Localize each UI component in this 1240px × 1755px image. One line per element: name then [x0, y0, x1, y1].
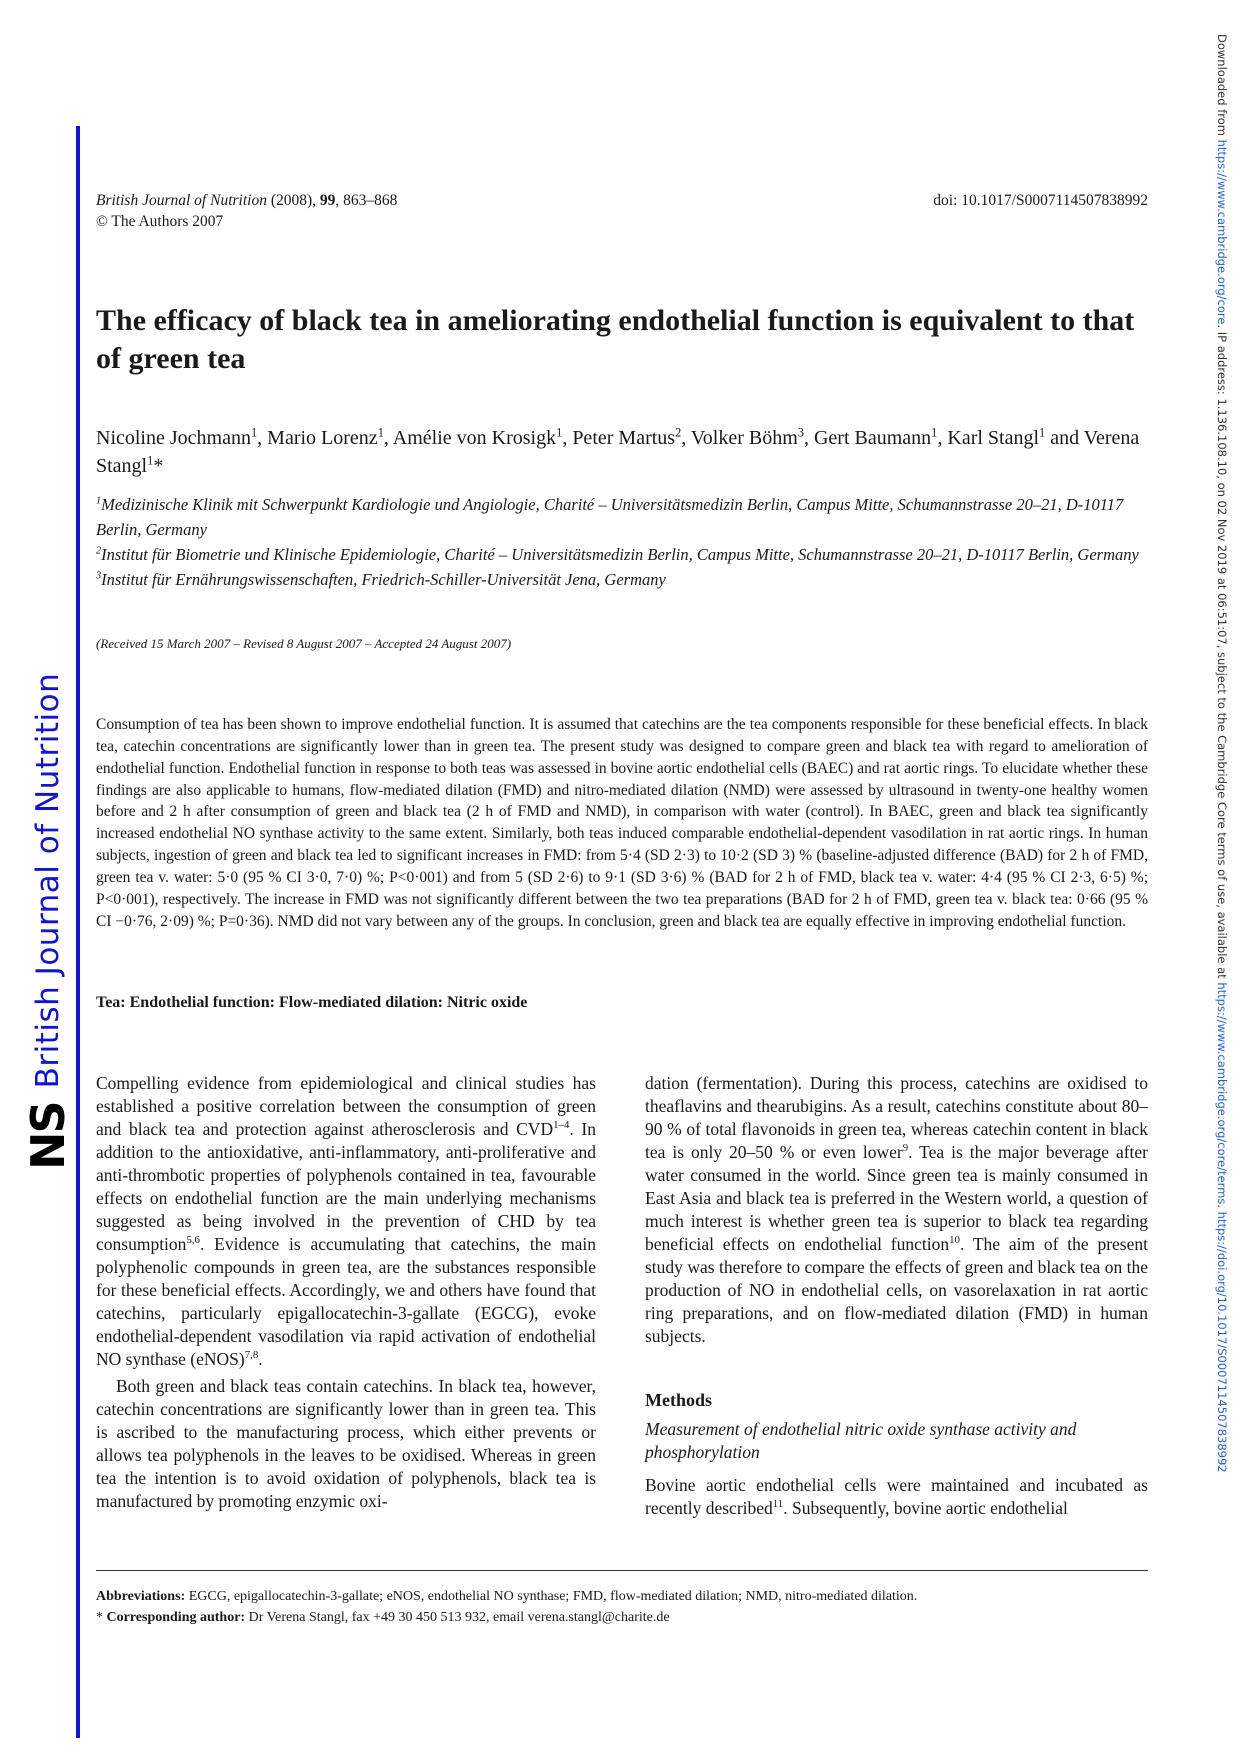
author-separator: ,: [383, 427, 393, 449]
author-affiliation-mark: 1: [931, 425, 938, 440]
affiliation-text: Institut für Biometrie und Klinische Epidemiologie, Charité – Universitätsmedizin Berlin, Campus Mitte, Schumannstrasse 20–21, D-10117 Berlin, Germany: [101, 545, 1139, 564]
author-name: Gert Baumann: [813, 427, 932, 449]
affiliation-number: 3: [96, 570, 102, 582]
author-separator: ,: [681, 427, 691, 449]
author-affiliation-mark: 1: [556, 425, 563, 440]
citation-ref: 5,6: [186, 1234, 200, 1247]
methods-heading: Methods: [645, 1390, 712, 1410]
journal-name: British Journal of Nutrition: [96, 192, 267, 209]
methods-subheading: Measurement of endothelial nitric oxide synthase activity and phosphorylation: [645, 1419, 1077, 1462]
author-name: Mario Lorenz: [267, 427, 378, 449]
corresponding-label: Corresponding author:: [106, 1610, 246, 1625]
journal-pages: , 863–868: [335, 192, 398, 209]
body-column-left: [96, 1072, 596, 1513]
text-run: . In addition to the antioxidative, anti-inflammatory, anti-proliferative and anti-thrombotic properties of polyphenols contained in tea, favourable effects on endothelial function are the main underlying mechanisms suggested as being involved in the prevention of CHD by tea consumption: [96, 1119, 597, 1254]
download-separator: .: [1215, 1204, 1229, 1212]
journal-side-branding: [21, 670, 75, 1170]
journal-year: (2008),: [270, 192, 320, 209]
author-name: Volker Böhm: [690, 427, 798, 449]
affiliation-text: Institut für Ernährungswissenschaften, Friedrich-Schiller-Universität Jena, Germany: [101, 570, 666, 589]
author-name: Karl Stangl: [947, 427, 1040, 449]
abbreviations-note: [96, 1586, 1148, 1607]
author-affiliation-mark: 1: [1039, 425, 1046, 440]
affiliation: [96, 492, 1156, 542]
ns-logo: NS: [21, 1102, 75, 1170]
author-separator: and: [1045, 427, 1084, 449]
received-dates: (Received 15 March 2007 – Revised 8 August 2007 – Accepted 24 August 2007): [96, 636, 512, 651]
intro-paragraph-1: [96, 1072, 596, 1371]
abbreviations-text: EGCG, epigallocatechin-3-gallate; eNOS, endothelial NO synthase; FMD, flow-mediated dilation; NMD, nitro-mediated dilation.: [185, 1589, 918, 1604]
text-run: . Subsequently, bovine aortic endothelial: [783, 1498, 1068, 1518]
citation-ref: 7,8: [244, 1349, 259, 1362]
text-run: Compelling evidence from epidemiological and clinical studies has established a positive correlation between the consumption of green and black tea and protection against atherosclerosis and CVD: [96, 1073, 596, 1139]
author-affiliation-mark: 1: [377, 425, 384, 440]
doi-link[interactable]: https://doi.org/10.1017/S0007114507838992: [1215, 1211, 1229, 1473]
author-affiliation-mark: 1: [250, 425, 258, 440]
author-name: Amélie von Krosigk: [392, 427, 557, 449]
author-name: Peter Martus: [572, 427, 676, 449]
author-list: [96, 424, 1156, 480]
affiliation: [96, 542, 1156, 567]
citation-ref: 9: [902, 1142, 909, 1155]
body-column-right: [645, 1072, 1148, 1520]
author-separator: *: [153, 455, 164, 477]
download-prefix: Downloaded from: [1215, 34, 1229, 140]
journal-side-rule: [76, 126, 80, 1738]
keywords: Tea: Endothelial function: Flow-mediated dilation: Nitric oxide: [96, 994, 528, 1011]
text-run: .: [258, 1349, 263, 1369]
affiliation-number: 2: [96, 545, 102, 557]
methods-paragraph-1: [645, 1474, 1148, 1520]
author-separator: ,: [257, 427, 268, 449]
text-run: . The aim of the present study was therefore to compare the effects of green and black tea on the production of NO in endothelial cells, on vasorelaxation in rat aortic ring preparations, and on flow-mediated dilation (FMD) in human subjects.: [645, 1234, 1148, 1346]
corresponding-author-note: [96, 1607, 1148, 1628]
journal-side-title: British Journal of Nutrition: [30, 672, 66, 1089]
cambridge-core-link[interactable]: https://www.cambridge.org/core: [1215, 139, 1229, 325]
author-name: Verena Stangl: [96, 427, 1140, 477]
download-middle: . IP address: 1.136.108.10, on 02 Nov 2019 at 06:51:07, subject to the Cambridge Core terms of use, available at: [1215, 324, 1229, 983]
author-affiliation-mark: 3: [797, 425, 804, 440]
article-title: The efficacy of black tea in ameliorating endothelial function is equivalent to that of green tea: [96, 304, 1135, 375]
intro-paragraph-3: [645, 1072, 1148, 1348]
asterisk-mark: *: [96, 1610, 107, 1625]
journal-volume: 99: [319, 192, 336, 209]
journal-header: [96, 190, 1148, 232]
affiliation: [96, 567, 1156, 592]
intro-paragraph-2: Both green and black teas contain catechins. In black tea, however, catechin concentrations are significantly lower than in green tea. This is ascribed to the manufacturing process, which either prevents or allows tea polyphenols in the leaves to be oxidised. Whereas in green tea the intention is to avoid oxidation of polyphenols, black tea is manufactured by promoting enzymic oxi-: [96, 1376, 596, 1511]
abbreviations-label: Abbreviations:: [96, 1589, 186, 1604]
author-affiliation-mark: 2: [675, 425, 682, 440]
footnotes: [96, 1586, 1148, 1628]
corresponding-text: Dr Verena Stangl, fax +49 30 450 513 932, email verena.stangl@charite.de: [245, 1610, 670, 1625]
terms-link[interactable]: https://www.cambridge.org/core/terms: [1215, 982, 1229, 1205]
text-run: dation (fermentation). During this process, catechins are oxidised to theaflavins and thearubigins. As a result, catechins constitute about 80–90 % of total flavonoids in green tea, whereas catechin content in black tea is only 20–50 % or even lower: [645, 1073, 1148, 1162]
footnote-divider: [96, 1570, 1148, 1571]
citation-ref: 11: [772, 1498, 784, 1511]
copyright-line: © The Authors 2007: [96, 213, 224, 230]
text-run: . Tea is the major beverage after water consumed in the world. Since green tea is mainly consumed in East Asia and black tea is preferred in the Western world, a question of much interest is whether green tea is superior to black tea regarding beneficial effects on endothelial function: [645, 1142, 1148, 1254]
text-run: Bovine aortic endothelial cells were maintained and incubated as recently described: [645, 1475, 1148, 1518]
author-affiliation-mark: 1: [147, 453, 154, 468]
author-separator: ,: [562, 427, 573, 449]
affiliation-list: [96, 492, 1156, 592]
citation-ref: 10: [949, 1234, 960, 1247]
citation-ref: 1–4: [553, 1119, 570, 1132]
abstract: Consumption of tea has been shown to improve endothelial function. It is assumed that catechins are the tea components responsible for these beneficial effects. In black tea, catechin concentrations are significantly lower than in green tea. The present study was designed to compare green and black tea with regard to amelioration of endothelial function. Endothelial function in response to both teas was assessed in bovine aortic endothelial cells (BAEC) and rat aortic rings. To elucidate whether these findings are also applicable to humans, flow-mediated dilation (FMD) and nitro-mediated dilation (NMD) were assessed by ultrasound in twenty-one healthy women before and 2 h after consumption of green and black tea (2 h of FMD and NMD), in comparison with water (control). In BAEC, green and black tea significantly increased endothelial NO synthase activity to the same extent. Similarly, both teas induced comparable endothelial-dependent vasodilation in rat aortic rings. In human subjects, ingestion of green and black tea led to significant increases in FMD: from 5·4 (SD 2·3) to 10·2 (SD 3) % (baseline-adjusted difference (BAD) for 2 h of FMD, green tea v. water: 5·0 (95 % CI 3·0, 7·0) %; P<0·001) and from 5 (SD 2·6) to 9·1 (SD 3·6) % (BAD for 2 h of FMD, black tea v. water: 4·4 (95 % CI 2·3, 6·5) %; P<0·001), respectively. The increase in FMD was not significantly different between the two tea preparations (BAD for 2 h of FMD, green tea v. black tea: 0·66 (95 % CI −0·76, 2·09) %; P=0·36). NMD did not vary between any of the groups. In conclusion, green and black tea are equally effective in improving endothelial function.: [96, 716, 1148, 930]
download-notice: [1214, 34, 1230, 1494]
text-run: . Evidence is accumulating that catechins, the main polyphenolic compounds in green tea, are the substances responsible for these beneficial effects. Accordingly, we and others have found that catechins, particularly epigallocatechin-3-gallate (EGCG), evoke endothelial-dependent vasodilation via rapid activation of endothelial NO synthase (eNOS): [96, 1234, 596, 1369]
affiliation-text: Medizinische Klinik mit Schwerpunkt Kardiologie und Angiologie, Charité – Universitätsmedizin Berlin, Campus Mitte, Schumannstrasse 20–21, D-10117 Berlin, Germany: [96, 495, 1124, 539]
doi-text: doi: 10.1017/S0007114507838992: [933, 192, 1148, 209]
author-separator: ,: [937, 427, 948, 449]
author-name: Nicoline Jochmann: [96, 427, 251, 449]
affiliation-number: 1: [96, 495, 102, 507]
author-separator: ,: [803, 427, 814, 449]
